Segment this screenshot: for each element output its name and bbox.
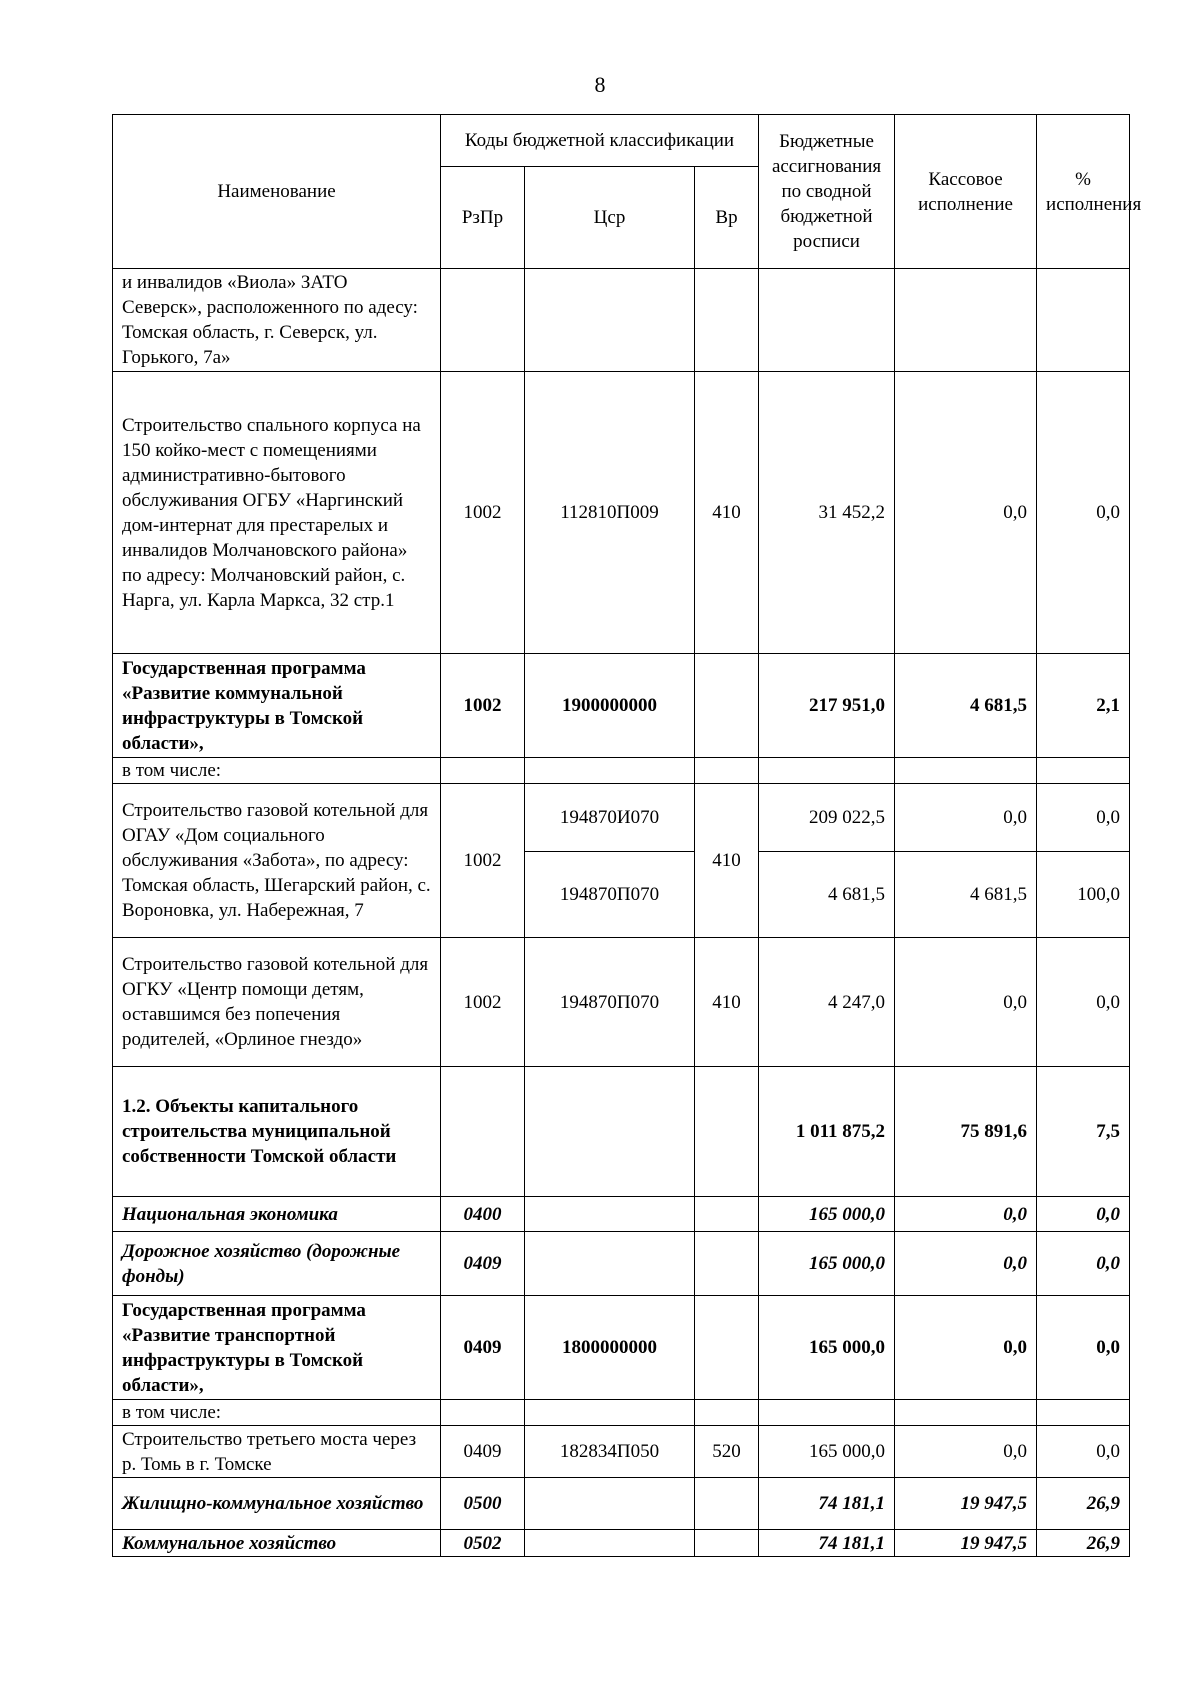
- row-csr: [525, 1197, 695, 1232]
- row-rzpr: 1002: [441, 784, 525, 938]
- row-csr: 1800000000: [525, 1296, 695, 1400]
- row-budget: 4 247,0: [759, 938, 895, 1067]
- row-budget: 217 951,0: [759, 654, 895, 758]
- header-rzpr: РзПр: [441, 167, 525, 269]
- row-name: в том числе:: [113, 758, 441, 784]
- row-budget: 165 000,0: [759, 1296, 895, 1400]
- row-vr: 410: [695, 938, 759, 1067]
- row-rzpr: 0500: [441, 1478, 525, 1530]
- row-csr: [525, 1400, 695, 1426]
- row-percent: 7,5: [1037, 1067, 1130, 1197]
- row-name: Строительство газовой котельной для ОГАУ «Дом социального обслуживания «Забота», по адресу: Томская область, Шегарский район, с. Вороновка, ул. Набережная, 7: [113, 784, 441, 938]
- row-csr: [525, 1478, 695, 1530]
- row-vr: 410: [695, 372, 759, 654]
- row-name: Строительство третьего моста через р. Томь в г. Томске: [113, 1426, 441, 1478]
- row-percent: 26,9: [1037, 1530, 1130, 1557]
- row-csr: 194870И070: [525, 784, 695, 852]
- row-budget: 209 022,5: [759, 784, 895, 852]
- row-percent: 100,0: [1037, 852, 1130, 938]
- table-row: [113, 372, 1130, 654]
- table-row: [113, 1530, 1130, 1557]
- row-cash: 0,0: [895, 372, 1037, 654]
- row-budget: [759, 269, 895, 372]
- row-rzpr: [441, 269, 525, 372]
- table-row: [113, 1232, 1130, 1296]
- row-percent: 0,0: [1037, 784, 1130, 852]
- row-name: Дорожное хозяйство (дорожные фонды): [113, 1232, 441, 1296]
- row-percent: 0,0: [1037, 1296, 1130, 1400]
- row-rzpr: 0409: [441, 1426, 525, 1478]
- row-name: в том числе:: [113, 1400, 441, 1426]
- table-row: [113, 1067, 1130, 1197]
- row-name: Национальная экономика: [113, 1197, 441, 1232]
- row-percent: [1037, 269, 1130, 372]
- row-percent: [1037, 758, 1130, 784]
- header-name: Наименование: [113, 115, 441, 269]
- row-vr: [695, 1067, 759, 1197]
- row-csr: 112810П009: [525, 372, 695, 654]
- page-number: 8: [594, 72, 606, 97]
- table-row: [113, 784, 1130, 852]
- table-row: [113, 1296, 1130, 1400]
- header-codes-group: Коды бюджетной классификации: [441, 115, 759, 167]
- row-cash: 75 891,6: [895, 1067, 1037, 1197]
- row-budget: [759, 758, 895, 784]
- row-rzpr: 1002: [441, 654, 525, 758]
- row-percent: [1037, 1400, 1130, 1426]
- row-name: Государственная программа «Развитие коммунальной инфраструктуры в Томской области»,: [113, 654, 441, 758]
- row-budget: 165 000,0: [759, 1197, 895, 1232]
- row-name: Жилищно-коммунальное хозяйство: [113, 1478, 441, 1530]
- row-percent: 0,0: [1037, 1197, 1130, 1232]
- row-rzpr: 0400: [441, 1197, 525, 1232]
- row-csr: 194870П070: [525, 938, 695, 1067]
- row-budget: 165 000,0: [759, 1232, 895, 1296]
- row-vr: [695, 1478, 759, 1530]
- row-budget: [759, 1400, 895, 1426]
- table-row: [113, 758, 1130, 784]
- row-percent: 0,0: [1037, 1232, 1130, 1296]
- row-vr: 520: [695, 1426, 759, 1478]
- row-cash: 0,0: [895, 1197, 1037, 1232]
- header-csr: Цср: [525, 167, 695, 269]
- row-vr: [695, 1400, 759, 1426]
- row-vr: [695, 758, 759, 784]
- table-row: [113, 269, 1130, 372]
- row-cash: [895, 758, 1037, 784]
- row-vr: [695, 269, 759, 372]
- row-vr: [695, 1530, 759, 1557]
- budget-table: [112, 114, 1142, 1557]
- row-cash: 19 947,5: [895, 1478, 1037, 1530]
- row-csr: 194870П070: [525, 852, 695, 938]
- row-budget: 4 681,5: [759, 852, 895, 938]
- header-vr: Вр: [695, 167, 759, 269]
- row-vr: [695, 1197, 759, 1232]
- row-rzpr: 1002: [441, 372, 525, 654]
- row-rzpr: 0409: [441, 1232, 525, 1296]
- row-cash: [895, 1400, 1037, 1426]
- row-percent: 26,9: [1037, 1478, 1130, 1530]
- row-vr: [695, 1232, 759, 1296]
- table-row: [113, 1426, 1130, 1478]
- row-csr: [525, 1530, 695, 1557]
- table-row: [113, 654, 1130, 758]
- row-name: Строительство газовой котельной для ОГКУ «Центр помощи детям, оставшимся без попечения родителей, «Орлиное гнездо»: [113, 938, 441, 1067]
- row-rzpr: 0409: [441, 1296, 525, 1400]
- row-budget: 74 181,1: [759, 1478, 895, 1530]
- row-cash: 0,0: [895, 1426, 1037, 1478]
- row-rzpr: 0502: [441, 1530, 525, 1557]
- row-budget: 74 181,1: [759, 1530, 895, 1557]
- row-percent: 0,0: [1037, 938, 1130, 1067]
- row-csr: 1900000000: [525, 654, 695, 758]
- row-rzpr: [441, 1067, 525, 1197]
- table-row: [113, 938, 1130, 1067]
- row-budget: 1 011 875,2: [759, 1067, 895, 1197]
- header-cash: Кассовое исполнение: [895, 115, 1037, 269]
- row-cash: [895, 269, 1037, 372]
- header-budget: Бюджетные ассигнования по сводной бюджетной росписи: [759, 115, 895, 269]
- row-cash: 4 681,5: [895, 654, 1037, 758]
- row-budget: 165 000,0: [759, 1426, 895, 1478]
- row-cash: 0,0: [895, 784, 1037, 852]
- row-name: 1.2. Объекты капитального строительства муниципальной собственности Томской области: [113, 1067, 441, 1197]
- row-vr: [695, 1296, 759, 1400]
- table-row: [113, 1197, 1130, 1232]
- row-csr: [525, 269, 695, 372]
- row-cash: 19 947,5: [895, 1530, 1037, 1557]
- table-row: [113, 1400, 1130, 1426]
- row-cash: 0,0: [895, 1296, 1037, 1400]
- row-csr: 182834П050: [525, 1426, 695, 1478]
- row-cash: 4 681,5: [895, 852, 1037, 938]
- row-cash: 0,0: [895, 1232, 1037, 1296]
- row-name: и инвалидов «Виола» ЗАТО Северск», расположенного по адесу: Томская область, г. Северск, ул. Горького, 7а»: [113, 269, 441, 372]
- row-vr: [695, 654, 759, 758]
- row-name: Государственная программа «Развитие транспортной инфраструктуры в Томской области»,: [113, 1296, 441, 1400]
- row-name: Коммунальное хозяйство: [113, 1530, 441, 1557]
- row-name: Строительство спального корпуса на 150 койко-мест с помещениями административно-бытового обслуживания ОГБУ «Наргинский дом-интернат для престарелых и инвалидов Молчановского района» по адресу: Молчановский район, с. Нарга, ул. Карла Маркса, 32 стр.1: [113, 372, 441, 654]
- row-cash: 0,0: [895, 938, 1037, 1067]
- row-percent: 0,0: [1037, 372, 1130, 654]
- row-rzpr: 1002: [441, 938, 525, 1067]
- row-csr: [525, 1067, 695, 1197]
- row-rzpr: [441, 758, 525, 784]
- row-csr: [525, 758, 695, 784]
- row-percent: 0,0: [1037, 1426, 1130, 1478]
- row-rzpr: [441, 1400, 525, 1426]
- row-percent: 2,1: [1037, 654, 1130, 758]
- row-budget: 31 452,2: [759, 372, 895, 654]
- row-vr: 410: [695, 784, 759, 938]
- table-row: [113, 1478, 1130, 1530]
- header-percent: % исполнения: [1037, 115, 1130, 269]
- row-csr: [525, 1232, 695, 1296]
